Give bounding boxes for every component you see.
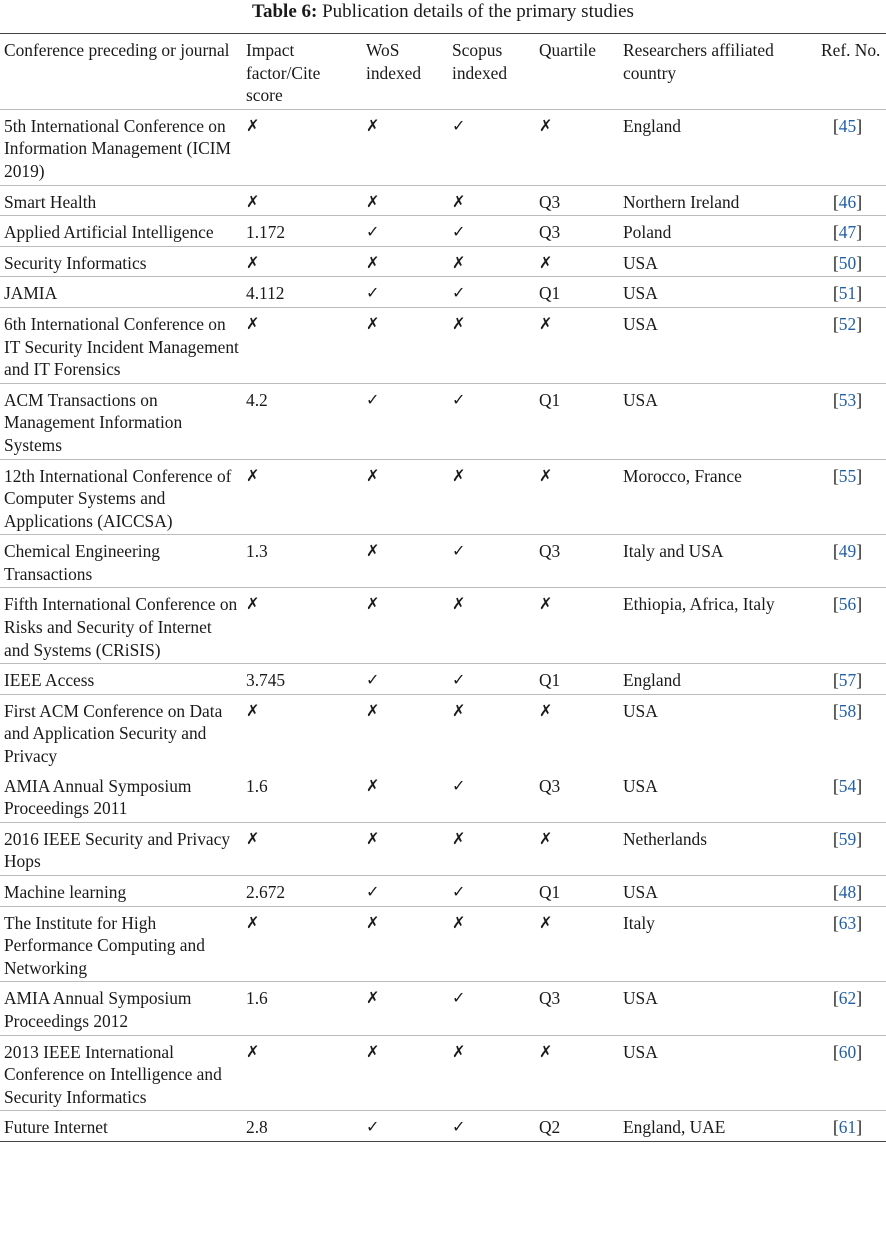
cell-scopus: ✗ bbox=[452, 252, 466, 272]
ref-link[interactable]: 62 bbox=[838, 988, 857, 1009]
cell-quartile: Q1 bbox=[539, 670, 561, 691]
cell-quartile: Q3 bbox=[539, 222, 561, 243]
cell-impact: 2.8 bbox=[246, 1117, 268, 1138]
cell-scopus: ✓ bbox=[452, 988, 466, 1008]
cell-wos: ✗ bbox=[366, 700, 380, 720]
cell-impact: ✗ bbox=[246, 912, 260, 932]
cell-country: Morocco, France bbox=[623, 465, 742, 486]
cell-venue: Security Informatics bbox=[4, 252, 147, 273]
cell-venue: Fifth International Conference on Risks and Security of Internet and Systems (CRiSIS) bbox=[4, 594, 238, 660]
cell-scopus: ✓ bbox=[452, 222, 466, 242]
cell-country: England bbox=[623, 115, 681, 136]
publication-table bbox=[0, 33, 886, 1142]
cell-impact: ✗ bbox=[246, 252, 260, 272]
table-row bbox=[0, 216, 886, 247]
cell-country: USA bbox=[623, 389, 658, 410]
cell-ref: [61] bbox=[833, 1117, 862, 1138]
cell-scopus: ✓ bbox=[452, 389, 466, 409]
cell-quartile: Q1 bbox=[539, 389, 561, 410]
cell-venue: Machine learning bbox=[4, 882, 127, 902]
cell-impact: 2.672 bbox=[246, 882, 286, 902]
ref-link[interactable]: 56 bbox=[838, 594, 857, 615]
cell-country: Northern Ireland bbox=[623, 191, 740, 212]
table-row bbox=[0, 185, 886, 216]
ref-link[interactable]: 60 bbox=[838, 1041, 857, 1062]
cell-venue: IEEE Access bbox=[4, 670, 95, 691]
ref-link[interactable]: 49 bbox=[838, 541, 857, 562]
ref-link[interactable]: 50 bbox=[838, 252, 857, 273]
table-row bbox=[0, 535, 886, 588]
cell-country: USA bbox=[623, 313, 658, 334]
cell-ref: [52] bbox=[833, 313, 862, 334]
cell-scopus: ✗ bbox=[452, 700, 466, 720]
cell-ref: [48] bbox=[833, 882, 862, 902]
cell-country: USA bbox=[623, 1041, 658, 1062]
cell-impact: 1.6 bbox=[246, 775, 268, 796]
cell-ref: [63] bbox=[833, 912, 862, 933]
cell-venue: Applied Artificial Intelligence bbox=[4, 222, 214, 243]
header-scopus: Scopus indexed bbox=[452, 40, 508, 83]
cell-country: Poland bbox=[623, 222, 672, 243]
table-row bbox=[0, 664, 886, 695]
table-row bbox=[0, 277, 886, 308]
cell-ref: [51] bbox=[833, 283, 862, 304]
header-impact: Impact factor/Cite score bbox=[246, 40, 321, 106]
cell-impact: ✗ bbox=[246, 313, 260, 333]
cell-wos: ✗ bbox=[366, 541, 380, 561]
cell-quartile: Q1 bbox=[539, 283, 561, 304]
cell-venue: 6th International Conference on IT Security Incident Management and IT Forensics bbox=[4, 313, 239, 380]
cell-ref: [62] bbox=[833, 988, 862, 1009]
cell-scopus: ✓ bbox=[452, 775, 466, 795]
cell-country: Italy and USA bbox=[623, 541, 724, 562]
cell-ref: [47] bbox=[833, 222, 862, 243]
cell-wos: ✗ bbox=[366, 594, 380, 614]
cell-wos: ✗ bbox=[366, 313, 380, 333]
cell-quartile: ✗ bbox=[539, 1041, 553, 1061]
ref-link[interactable]: 58 bbox=[838, 700, 857, 721]
ref-link[interactable]: 48 bbox=[838, 882, 857, 902]
cell-wos: ✓ bbox=[366, 1117, 380, 1137]
header-row bbox=[0, 34, 886, 110]
table-row bbox=[0, 770, 886, 823]
cell-ref: [59] bbox=[833, 828, 862, 849]
ref-link[interactable]: 63 bbox=[838, 912, 857, 933]
cell-quartile: ✗ bbox=[539, 700, 553, 720]
cell-impact: 1.3 bbox=[246, 541, 268, 562]
cell-venue: 5th International Conference on Information Management (ICIM 2019) bbox=[4, 115, 231, 181]
ref-link[interactable]: 57 bbox=[838, 670, 857, 691]
cell-wos: ✓ bbox=[366, 283, 380, 303]
cell-country: USA bbox=[623, 775, 658, 796]
cell-quartile: Q3 bbox=[539, 775, 561, 796]
table-row bbox=[0, 876, 886, 907]
cell-scopus: ✗ bbox=[452, 828, 466, 848]
table-caption bbox=[0, 0, 886, 24]
cell-country: Italy bbox=[623, 912, 655, 933]
cell-ref: [49] bbox=[833, 541, 862, 562]
cell-wos: ✗ bbox=[366, 775, 380, 795]
cell-quartile: ✗ bbox=[539, 252, 553, 272]
cell-venue: 2013 IEEE International Conference on Intelligence and Security Informatics bbox=[4, 1041, 222, 1107]
cell-country: USA bbox=[623, 988, 658, 1009]
cell-ref: [54] bbox=[833, 775, 862, 796]
table-row bbox=[0, 694, 886, 769]
ref-link[interactable]: 47 bbox=[838, 222, 857, 243]
cell-wos: ✗ bbox=[366, 191, 380, 211]
cell-scopus: ✗ bbox=[452, 313, 466, 333]
cell-country: England bbox=[623, 670, 681, 691]
table-row bbox=[0, 982, 886, 1035]
table-row bbox=[0, 1035, 886, 1111]
cell-country: England, UAE bbox=[623, 1117, 726, 1138]
table-row bbox=[0, 383, 886, 459]
cell-impact: ✗ bbox=[246, 115, 260, 135]
cell-scopus: ✓ bbox=[452, 882, 466, 901]
table-row bbox=[0, 906, 886, 982]
cell-wos: ✗ bbox=[366, 988, 380, 1008]
cell-venue: 12th International Conference of Computer Systems and Applications (AICCSA) bbox=[4, 465, 232, 531]
cell-wos: ✗ bbox=[366, 465, 380, 485]
cell-wos: ✓ bbox=[366, 670, 380, 690]
cell-impact: ✗ bbox=[246, 191, 260, 211]
cell-impact: ✗ bbox=[246, 700, 260, 720]
table-label: Table 6: bbox=[252, 1, 318, 22]
cell-impact: ✗ bbox=[246, 1041, 260, 1061]
cell-impact: ✗ bbox=[246, 594, 260, 614]
ref-link[interactable]: 59 bbox=[838, 828, 857, 849]
cell-impact: 4.2 bbox=[246, 389, 268, 410]
table-title: Publication details of the primary studies bbox=[322, 1, 634, 22]
cell-venue: Future Internet bbox=[4, 1117, 108, 1138]
header-wos: WoS indexed bbox=[366, 40, 422, 83]
cell-scopus: ✗ bbox=[452, 594, 466, 614]
cell-scopus: ✓ bbox=[452, 670, 466, 690]
ref-link[interactable]: 54 bbox=[838, 775, 857, 796]
cell-impact: 4.112 bbox=[246, 283, 285, 304]
ref-link[interactable]: 53 bbox=[838, 389, 857, 410]
cell-wos: ✓ bbox=[366, 222, 380, 242]
cell-scopus: ✗ bbox=[452, 191, 466, 211]
header-venue: Conference preceding or journal bbox=[4, 40, 230, 60]
cell-scopus: ✗ bbox=[452, 1041, 466, 1061]
cell-quartile: ✗ bbox=[539, 828, 553, 848]
cell-venue: Chemical Engineering Transactions bbox=[4, 541, 160, 584]
cell-scopus: ✓ bbox=[452, 1117, 466, 1137]
ref-link[interactable]: 51 bbox=[838, 283, 857, 304]
table-row bbox=[0, 1111, 886, 1142]
ref-link[interactable]: 46 bbox=[838, 191, 857, 212]
cell-quartile: ✗ bbox=[539, 465, 553, 485]
cell-scopus: ✓ bbox=[452, 283, 466, 303]
ref-link[interactable]: 61 bbox=[838, 1117, 857, 1138]
cell-scopus: ✓ bbox=[452, 115, 466, 135]
cell-quartile: ✗ bbox=[539, 313, 553, 333]
table-row bbox=[0, 588, 886, 664]
cell-quartile: Q3 bbox=[539, 988, 561, 1009]
cell-quartile: ✗ bbox=[539, 594, 553, 614]
cell-country: Netherlands bbox=[623, 828, 708, 849]
table-row bbox=[0, 459, 886, 535]
cell-country: Ethiopia, Africa, Italy bbox=[623, 594, 775, 615]
cell-wos: ✗ bbox=[366, 252, 380, 272]
cell-wos: ✗ bbox=[366, 912, 380, 932]
cell-ref: [58] bbox=[833, 700, 862, 721]
ref-link[interactable]: 52 bbox=[838, 313, 857, 334]
cell-ref: [46] bbox=[833, 191, 862, 212]
cell-quartile: Q3 bbox=[539, 541, 561, 562]
cell-wos: ✗ bbox=[366, 115, 380, 135]
table-row bbox=[0, 109, 886, 185]
header-ref: Ref. No. bbox=[821, 40, 881, 60]
cell-quartile: ✗ bbox=[539, 115, 553, 135]
header-country: Researchers affiliated country bbox=[623, 40, 774, 83]
cell-wos: ✓ bbox=[366, 882, 380, 901]
cell-ref: [50] bbox=[833, 252, 862, 273]
cell-venue: JAMIA bbox=[4, 283, 58, 304]
cell-impact: 3.745 bbox=[246, 670, 286, 691]
cell-country: USA bbox=[623, 283, 658, 304]
cell-venue: Smart Health bbox=[4, 191, 97, 212]
cell-quartile: ✗ bbox=[539, 912, 553, 932]
cell-wos: ✓ bbox=[366, 389, 380, 409]
cell-scopus: ✗ bbox=[452, 465, 466, 485]
cell-impact: 1.172 bbox=[246, 222, 286, 243]
cell-scopus: ✓ bbox=[452, 541, 466, 561]
cell-venue: AMIA Annual Symposium Proceedings 2011 bbox=[4, 775, 192, 819]
cell-impact: ✗ bbox=[246, 465, 260, 485]
header-quartile: Quartile bbox=[539, 40, 596, 60]
cell-wos: ✗ bbox=[366, 1041, 380, 1061]
ref-link[interactable]: 45 bbox=[838, 115, 857, 136]
cell-country: USA bbox=[623, 882, 658, 902]
cell-ref: [55] bbox=[833, 465, 862, 486]
cell-venue: ACM Transactions on Management Information Systems bbox=[4, 389, 183, 455]
cell-quartile: Q3 bbox=[539, 191, 561, 212]
cell-ref: [56] bbox=[833, 594, 862, 615]
cell-impact: 1.6 bbox=[246, 988, 268, 1009]
cell-wos: ✗ bbox=[366, 828, 380, 848]
cell-venue: First ACM Conference on Data and Application Security and Privacy bbox=[4, 700, 223, 767]
table-body bbox=[0, 109, 886, 1141]
cell-country: USA bbox=[623, 252, 658, 273]
ref-link[interactable]: 55 bbox=[838, 465, 857, 486]
cell-ref: [57] bbox=[833, 670, 862, 691]
cell-quartile: Q2 bbox=[539, 1117, 561, 1138]
cell-scopus: ✗ bbox=[452, 912, 466, 932]
cell-ref: [45] bbox=[833, 115, 862, 136]
cell-country: USA bbox=[623, 700, 658, 721]
cell-venue: AMIA Annual Symposium Proceedings 2012 bbox=[4, 988, 192, 1031]
table-row bbox=[0, 822, 886, 875]
table-row bbox=[0, 307, 886, 383]
cell-venue: The Institute for High Performance Computing and Networking bbox=[4, 912, 205, 978]
table-row bbox=[0, 246, 886, 277]
cell-ref: [53] bbox=[833, 389, 862, 410]
cell-impact: ✗ bbox=[246, 828, 260, 848]
cell-venue: 2016 IEEE Security and Privacy Hops bbox=[4, 828, 231, 872]
cell-ref: [60] bbox=[833, 1041, 862, 1062]
cell-quartile: Q1 bbox=[539, 882, 561, 902]
